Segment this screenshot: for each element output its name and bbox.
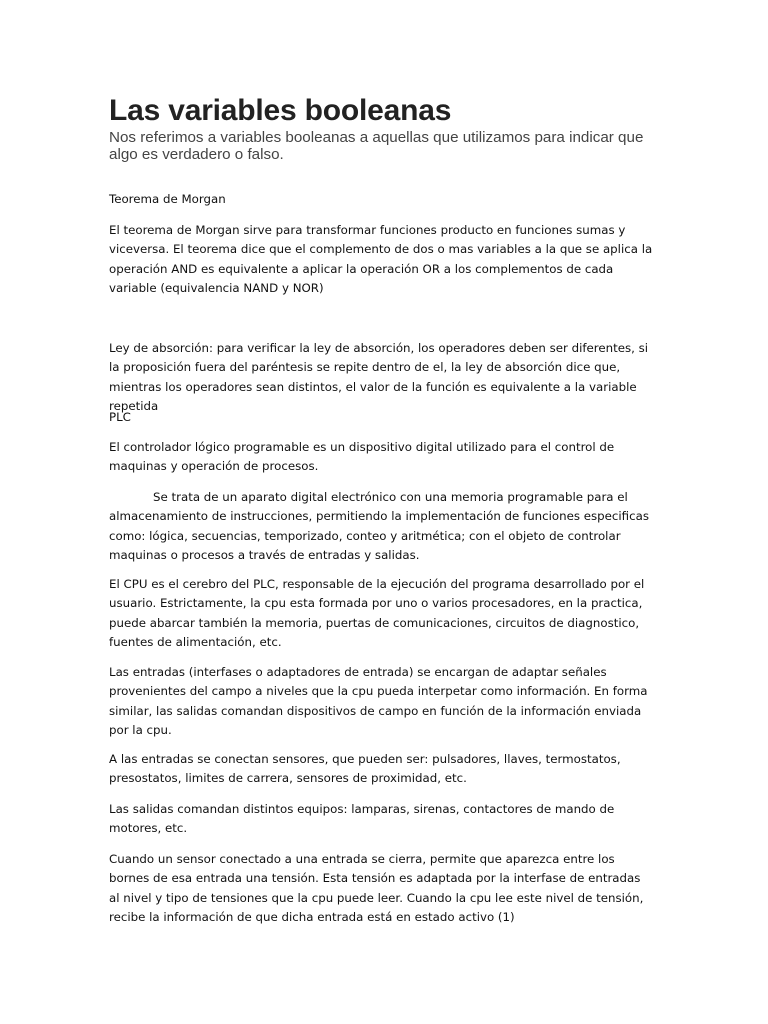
paragraph-salidas: Las salidas comandan distintos equipos: lamparas, sirenas, contactores de mando de motores, etc. — [109, 802, 615, 836]
heading-teorema-de-morgan: Teorema de Morgan — [109, 192, 226, 206]
paragraph-cpu: El CPU es el cerebro del PLC, responsable de la ejecución del programa desarrollado por el usuario. Estrictamente, la cpu esta formada por uno o varios procesadores, en la practica, puede abarcar también la memoria, puertas de comunicaciones, circuitos de diagnostico, fuentes de alimentación, etc. — [109, 577, 645, 650]
paragraph-sensores: A las entradas se conectan sensores, que pueden ser: pulsadores, llaves, termostatos, presostatos, limites de carrera, sensores de proximidad, etc. — [109, 752, 621, 786]
document-page — [109, 94, 654, 925]
paragraph-plc-aparato: Se trata de un aparato digital electrónico con una memoria programable para el almacenamiento de instrucciones, permitiendo la implementación de funciones especificas como: lógica, secuencias, temporizado, conteo y aritmética; con el objeto de controlar maquinas o procesos a través de entradas y salidas. — [109, 490, 649, 563]
paragraph-sensor-conectado: Cuando un sensor conectado a una entrada se cierra, permite que aparezca entre los bornes de esa entrada una tensión. Esta tensión es adaptada por la interfase de entradas al nivel y tipo de tensiones que la cpu puede leer. Cuando la cpu lee este nivel de tensión, recibe la información de que dicha entrada está en estado activo (1) — [109, 852, 644, 925]
paragraph-plc-definition: El controlador lógico programable es un dispositivo digital utilizado para el control de maquinas y operación de procesos. — [109, 440, 615, 474]
paragraph-entradas: Las entradas (interfases o adaptadores de entrada) se encargan de adaptar señales provenientes del campo a niveles que la cpu pueda interpetar como información. En forma similar, las salidas comandan dispositivos de campo en función de la información enviada por la cpu. — [109, 665, 648, 738]
paragraph-ley-absorcion: Ley de absorción: para verificar la ley de absorción, los operadores deben ser diferentes, si la proposición fuera del paréntesis se repite dentro de el, la ley de absorción dice que, mientras los operadores sean distintos, el valor de la función es equivalente a la variable repetida — [109, 341, 649, 414]
document-subtitle: Nos referimos a variables booleanas a aquellas que utilizamos para indicar que algo es verdadero o falso. — [109, 129, 644, 163]
document-title: Las variables booleanas — [109, 94, 452, 127]
heading-plc: PLC — [109, 410, 131, 424]
paragraph-morgan: El teorema de Morgan sirve para transformar funciones producto en funciones sumas y viceversa. El teorema dice que el complemento de dos o mas variables a la que se aplica la operación AND es equivalente a aplicar la operación OR a los complementos de cada variable (equivalencia NAND y NOR) — [109, 223, 653, 296]
